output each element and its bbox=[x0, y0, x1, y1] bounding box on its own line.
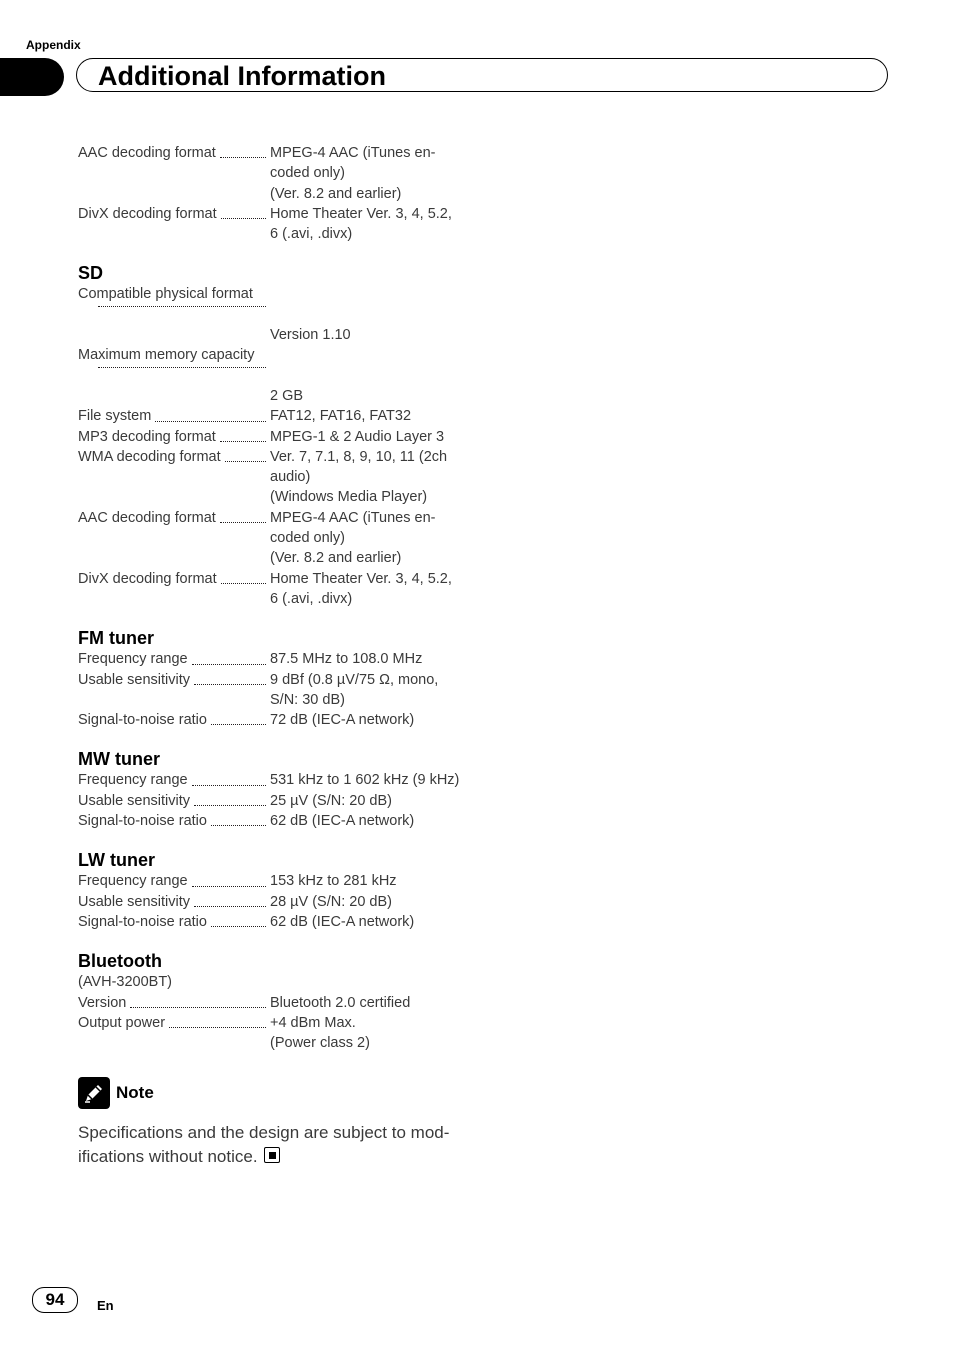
spec-value bbox=[270, 1013, 478, 1054]
spec-value-line: MPEG-1 & 2 Audio Layer 3 bbox=[270, 428, 445, 445]
leader-dots bbox=[155, 420, 266, 422]
spec-label: WMA decoding format bbox=[78, 448, 221, 465]
leader-dots bbox=[194, 905, 266, 907]
leader-dots bbox=[220, 521, 266, 523]
page-number: 94 bbox=[32, 1287, 78, 1313]
spec-value-line: Bluetooth 2.0 certified bbox=[270, 994, 411, 1011]
spec-label: MP3 decoding format bbox=[78, 428, 216, 445]
leader-dots bbox=[192, 784, 266, 786]
fm-tuner-heading: FM tuner bbox=[78, 628, 154, 649]
spec-row-aac-intro bbox=[78, 143, 478, 204]
spec-label: Signal-to-noise ratio bbox=[78, 712, 207, 729]
spec-row-fm-sensitivity bbox=[78, 670, 478, 711]
spec-value-line: S/N: 30 dB) bbox=[270, 691, 345, 708]
spec-value bbox=[270, 204, 478, 245]
spec-row-mw-sensitivity bbox=[78, 791, 478, 811]
leader-dots bbox=[192, 885, 266, 887]
spec-row-mw-snr bbox=[78, 811, 478, 831]
spec-value-line: Ver. 7, 7.1, 8, 9, 10, 11 (2ch bbox=[270, 448, 448, 465]
spec-row-fm-frequency bbox=[78, 649, 478, 669]
spec-value bbox=[270, 366, 478, 407]
spec-value-line: (Power class 2) bbox=[270, 1035, 370, 1052]
leader-dots bbox=[192, 663, 266, 665]
spec-label: DivX decoding format bbox=[78, 205, 217, 222]
spec-value-line: MPEG-4 AAC (iTunes en- bbox=[270, 509, 436, 526]
spec-label: Signal-to-noise ratio bbox=[78, 813, 207, 830]
note-text bbox=[78, 1121, 478, 1169]
sd-heading: SD bbox=[78, 263, 104, 284]
spec-row-aac bbox=[78, 508, 478, 569]
leader-dots bbox=[169, 1026, 266, 1028]
spec-row-mw-frequency bbox=[78, 770, 478, 790]
spec-value bbox=[270, 912, 478, 932]
section-tab-marker bbox=[0, 58, 64, 96]
spec-row-divx bbox=[78, 569, 478, 610]
note-label: Note bbox=[116, 1083, 154, 1103]
spec-label: DivX decoding format bbox=[78, 570, 217, 587]
leader-dots bbox=[98, 305, 266, 307]
spec-value bbox=[270, 143, 478, 204]
end-of-section-icon bbox=[264, 1147, 280, 1163]
spec-row-fm-snr bbox=[78, 710, 478, 730]
spec-row-bt-version bbox=[78, 993, 478, 1013]
spec-value-line: 25 µV (S/N: 20 dB) bbox=[270, 792, 392, 809]
spec-value-line: Home Theater Ver. 3, 4, 5.2, bbox=[270, 570, 452, 587]
spec-label: Maximum memory capacity bbox=[78, 347, 255, 364]
note-header bbox=[78, 1077, 478, 1109]
spec-value bbox=[270, 871, 478, 891]
spec-label: AAC decoding format bbox=[78, 509, 216, 526]
leader-dots bbox=[130, 1006, 266, 1008]
spec-label: AAC decoding format bbox=[78, 145, 216, 161]
leader-dots bbox=[98, 366, 266, 368]
spec-label: Signal-to-noise ratio bbox=[78, 913, 207, 930]
spec-value bbox=[270, 305, 478, 346]
spec-value bbox=[270, 508, 478, 569]
spec-label: Output power bbox=[78, 1014, 166, 1031]
note-text-line: Specifications and the design are subject to mod- bbox=[78, 1123, 450, 1143]
spec-value-line: 9 dBf (0.8 µV/75 Ω, mono, bbox=[270, 671, 439, 688]
spec-row-lw-sensitivity bbox=[78, 892, 478, 912]
spec-value bbox=[270, 892, 478, 912]
spec-value bbox=[270, 791, 478, 811]
lw-tuner-heading: LW tuner bbox=[78, 850, 155, 871]
spec-value bbox=[270, 569, 478, 610]
spec-row-compatible-format bbox=[78, 284, 478, 345]
leader-dots bbox=[194, 683, 266, 685]
spec-label: Version bbox=[78, 994, 127, 1011]
spec-value bbox=[270, 427, 478, 447]
note-text-line-end bbox=[78, 1145, 478, 1169]
leader-dots bbox=[220, 156, 266, 158]
spec-value-line: 62 dB (IEC-A network) bbox=[270, 813, 415, 830]
spec-value-line: 87.5 MHz to 108.0 MHz bbox=[270, 651, 423, 668]
note-text-line: ifications without notice. bbox=[78, 1147, 258, 1167]
spec-value-line: MPEG-4 AAC (iTunes en- bbox=[270, 145, 436, 161]
spec-label: Usable sensitivity bbox=[78, 671, 191, 688]
spec-row-lw-snr bbox=[78, 912, 478, 932]
spec-content bbox=[78, 143, 478, 1169]
spec-value-line: (Ver. 8.2 and earlier) bbox=[270, 550, 402, 567]
spec-label: File system bbox=[78, 408, 152, 425]
appendix-label: Appendix bbox=[26, 38, 81, 52]
spec-value-line: 72 dB (IEC-A network) bbox=[270, 712, 415, 729]
leader-dots bbox=[221, 582, 266, 584]
spec-value-line: (Windows Media Player) bbox=[270, 489, 428, 506]
mw-tuner-heading: MW tuner bbox=[78, 749, 160, 770]
spec-value-line: FAT12, FAT16, FAT32 bbox=[270, 408, 412, 425]
spec-row-bt-output bbox=[78, 1013, 478, 1054]
page-title: Additional Information bbox=[98, 61, 386, 91]
spec-value-line: coded only) bbox=[270, 530, 345, 547]
spec-label: Compatible physical format bbox=[78, 286, 253, 303]
spec-label: Frequency range bbox=[78, 772, 188, 789]
leader-dots bbox=[211, 723, 266, 725]
leader-dots bbox=[211, 925, 266, 927]
bluetooth-model: (AVH-3200BT) bbox=[78, 974, 173, 991]
spec-value bbox=[270, 406, 478, 426]
language-label: En bbox=[97, 1298, 114, 1313]
spec-value-line: 2 GB bbox=[270, 387, 304, 404]
spec-row-memory-capacity bbox=[78, 345, 478, 406]
spec-row-divx-intro bbox=[78, 204, 478, 245]
leader-dots bbox=[225, 460, 266, 462]
spec-value-line: (Ver. 8.2 and earlier) bbox=[270, 185, 402, 202]
spec-value bbox=[270, 670, 478, 711]
spec-value bbox=[270, 770, 478, 790]
note-pencil-icon bbox=[78, 1077, 110, 1109]
spec-row-lw-frequency bbox=[78, 871, 478, 891]
spec-value-line: 153 kHz to 281 kHz bbox=[270, 873, 397, 890]
spec-value-line: Home Theater Ver. 3, 4, 5.2, bbox=[270, 205, 452, 222]
spec-row-file-system bbox=[78, 406, 478, 426]
spec-value bbox=[270, 649, 478, 669]
spec-value-line: 6 (.avi, .divx) bbox=[270, 226, 353, 243]
spec-value-line: +4 dBm Max. bbox=[270, 1014, 356, 1031]
spec-row-wma bbox=[78, 447, 478, 508]
spec-label: Usable sensitivity bbox=[78, 893, 191, 910]
leader-dots bbox=[220, 440, 266, 442]
leader-dots bbox=[221, 217, 266, 219]
spec-value-line: 6 (.avi, .divx) bbox=[270, 590, 353, 607]
spec-value bbox=[270, 710, 478, 730]
spec-value bbox=[270, 993, 478, 1013]
spec-value-line: audio) bbox=[270, 469, 311, 486]
spec-value-line: 531 kHz to 1 602 kHz (9 kHz) bbox=[270, 772, 460, 789]
spec-label: Frequency range bbox=[78, 873, 188, 890]
bluetooth-heading: Bluetooth bbox=[78, 951, 162, 972]
spec-value bbox=[270, 447, 478, 508]
leader-dots bbox=[211, 824, 266, 826]
spec-label: Usable sensitivity bbox=[78, 792, 191, 809]
leader-dots bbox=[194, 804, 266, 806]
spec-value-line: Version 1.10 bbox=[270, 327, 351, 344]
spec-label: Frequency range bbox=[78, 651, 188, 668]
spec-row-mp3 bbox=[78, 427, 478, 447]
spec-value-line: 62 dB (IEC-A network) bbox=[270, 913, 415, 930]
spec-value-line: 28 µV (S/N: 20 dB) bbox=[270, 893, 392, 910]
spec-value-line: coded only) bbox=[270, 165, 345, 182]
spec-value bbox=[270, 811, 478, 831]
